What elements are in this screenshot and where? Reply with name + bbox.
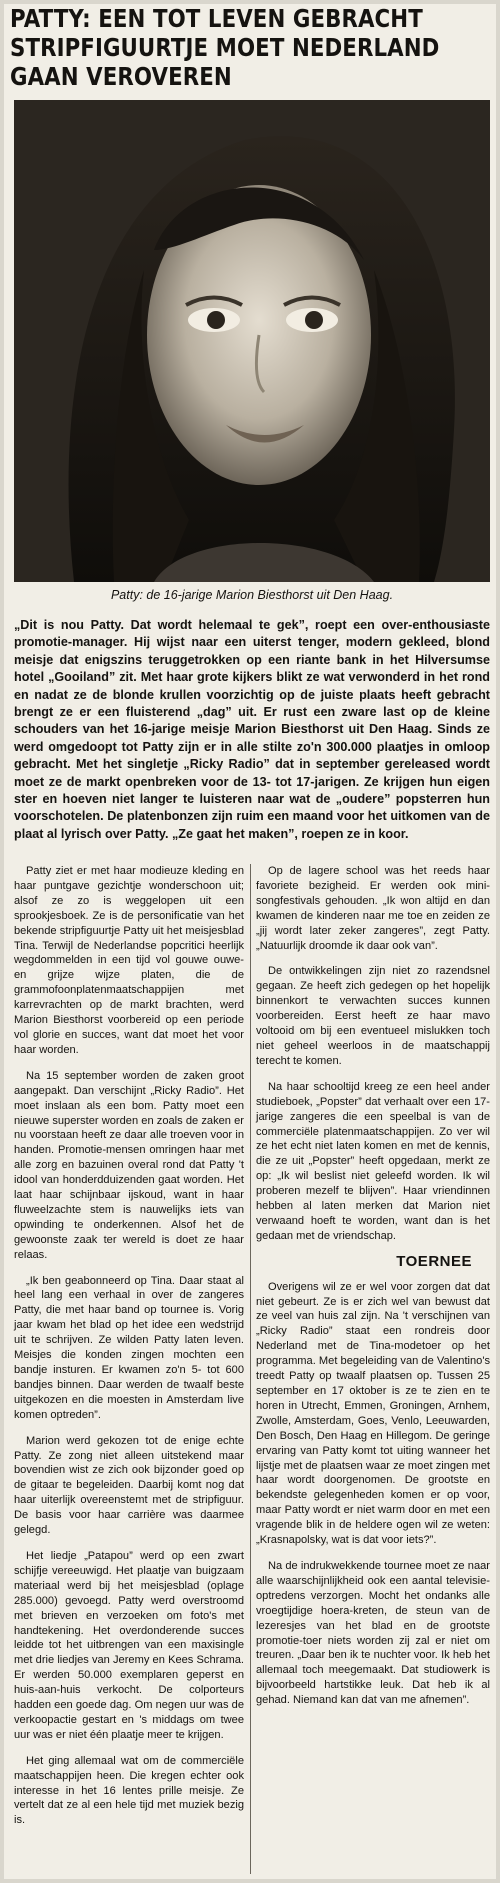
- body-paragraph: De ontwikkelingen zijn niet zo razendsnel gegaan. Ze heeft zich gedegen op het hopelijk binnenkort te verwachten succes kunnen voorbereiden. Eerst heeft ze haar mavo voltooid om bij een eventueel mislukken toch niet geheel weerloos in de maatschappij terecht te komen.: [256, 965, 490, 1067]
- body-paragraph: Op de lagere school was het reeds haar favoriete bezigheid. Er werden ook mini-songfestivals gehouden. „Ik won altijd en dan kwamen de kinderen naar me toe en zeiden ze „jij wordt later zeker zangeres”, zegt Patty. „Natuurlijk droomde ik daar ook van”.: [256, 865, 490, 952]
- body-paragraph: Het liedje „Patapou” werd op een zwart schijfje vereeuwigd. Het plaatje van buigzaam materiaal werd bij het meisjesblad (oplage 285.000) gevoegd. Patty werd overstroomd met brieven en verzoeken om foto's met handtekening. Het overdonderende succes leidde tot het uitbrengen van een maxisingle met drie liedjes van Jeremy en Kees Schrama. Er werden 50.000 exemplaren geperst en huis-aan-huis verkocht. De colporteurs hadden een goede dag. Om negen uur was de verkoopactie gestart en 's middags om twee uur was er niet één plaatje meer te krijgen.: [14, 1549, 244, 1741]
- body-paragraph: Na de indrukwekkende tournee moet ze naar alle waarschijnlijkheid ook een aantal televisie-optredens verzorgen. Mocht het ondanks alle vroegtijdige hoera-kreten, de steun van de lezeresjes van het blad en de grootste promotie-toer niets worden zij zal er niet om treuren. „Daar ben ik te nuchter voor. Ik heb het allemaal toch meegemaakt. Dat studiowerk is bijvoorbeeld hartstikke leuk. Dat heb ik al gehad. Niemand kan dat van me afnemen”.: [256, 1559, 490, 1707]
- portrait-illustration: [14, 100, 490, 582]
- column-divider: [250, 864, 251, 1874]
- body-paragraph: Na haar schooltijd kreeg ze een heel ander studieboek, „Popster” dat verhaalt over een 17-jarige zangeres die een speelbal is van de commerciële platenmaatschappijen. Zo ver wil ze het echt niet laten komen en met de kennis, die ze uit „Popster” heeft opgedaan, merkt ze op: „Ik wil beslist niet geleefd worden. Ik wil proberen mezelf te blijven”. Haar vriendinnen hebben al laten merken dat Marion niet verwaand hoeft te worden, want dan is het gedaan met de vriendschap.: [256, 1080, 490, 1242]
- right-column: [256, 864, 490, 1719]
- portrait-photo: [14, 100, 490, 582]
- body-paragraph: Na 15 september worden de zaken groot aangepakt. Dan verschijnt „Ricky Radio”. Het moet inslaan als een bom. Patty moet een nieuwe superster worden en zoals de zaken er nu voorstaan heeft ze daar alle troeven voor in handen. Promotie-mensen omringen haar met alle zorg en bazuinen overal rond dat Patty 't idool van honderdduizenden gaat worden. Het laat haar schijnbaar ijskoud, want in haar fluweelzachte stem is nauwelijks iets van opwinding te onderkennen. Alsof het de gewoonste zaak ter wereld is doet ze haar relaas.: [14, 1069, 244, 1261]
- section-subheading: TOERNEE: [396, 1252, 472, 1270]
- body-paragraph: Overigens wil ze er wel voor zorgen dat dat niet gebeurt. Ze is er zich wel van bewust dat ze veel van huis zal zijn. Na 't verschijnen van „Ricky Radio” staat een rondreis door Nederland met de Tina-modetoer op het programma. Met begeleiding van de Valentino's treedt Patty op twaalf plaatsen op. Tussen 25 september en 17 oktober is ze te zien en te horen in Utrecht, Emmen, Groningen, Arnhem, Zwolle, Amsterdam, Goes, Venlo, Leeuwarden, Den Bosch, Den Haag en Hillegom. De geringe ervaring van Patty komt tot uiting wanneer het lijstje met de plaatsen waar ze moet zingen met haar wordt doorgenomen. De grootste en bekendste gelegenheden komen er op voor, maar Patty wordt er niet warm door en met een vragende blik in de heldere ogen wil ze weten: „Krasnapolsky, wat is dat voor iets?”.: [256, 1280, 490, 1547]
- lead-paragraph: „Dit is nou Patty. Dat wordt helemaal te gek”, roept een over-enthousiaste promotie-manager. Hij wijst naar een uiterst tenger, modern gekleed, blond meisje dat enigszins teruggetrokken op een riante bank in het Hilversumse hotel „Gooiland” zit. Met haar grote kijkers blikt ze wat verwonderd in het rond en nadat ze de blonde krullen voorzichtig op de juiste plaats heeft gebracht brengt ze er een fluisterend „dag” uit. Er rust een zware last op de kleine schouders van het 16-jarige meisje Marion Biesthorst uit Den Haag. Sinds ze werd omgedoopt tot Patty zijn er in alle stilte zo'n 300.000 plaatjes in omloop gebracht. Met het singletje „Ricky Radio” dat in september gereleased wordt moet ze de markt openbreken voor de 13- tot 17-jarigen. Ze krijgen hun eigen ster en hoeven niet langer te luisteren naar wat de „oudere” popsterren hun voorschotelen. De platenbonzen zijn ruim een maand voor het uitkomen van de plaat al lyrisch over Patty. „Ze gaat het maken”, roepen ze in koor.: [14, 618, 490, 841]
- left-column: [14, 864, 244, 1839]
- photo-caption: Patty: de 16-jarige Marion Biesthorst uit Den Haag.: [110, 588, 394, 602]
- article-headline: PATTY: EEN TOT LEVEN GEBRACHT STRIPFIGUURTJE MOET NEDERLAND GAAN VEROVEREN: [10, 4, 440, 91]
- newspaper-clipping: [4, 4, 496, 1879]
- body-paragraph: „Ik ben geabonneerd op Tina. Daar staat al heel lang een verhaal in over de zangeres Patty, die met haar band op tournee is. Vorig jaar kwam het blad op het idee een wedstrijd uit te schrijven. Ze wilden Patty laten leven. Meisjes die konden zingen mochten een bandje insturen. Er kwamen zo'n 5- tot 600 bandjes binnen. Daar werden de twaalf beste uitgekozen en die moesten in Amsterdam live komen optreden”.: [14, 1274, 244, 1421]
- body-paragraph: Patty ziet er met haar modieuze kleding en haar puntgave gezichtje wonderschoon uit; alsof ze zo is weggelopen uit een sprookjesboek. Ze is de personificatie van het bekende stripfiguurtje Patty uit het meisjesblad Tina. Terwijl de Nederlandse popcritici heerlijk wegdommelden in een tijd vol gouwe ouwe- en grijze wijze platen, die de grammofoonplatenmaatschappijen met karrevrachten op de markt brachten, werd Marion Biesthorst voorbereid op een periode vol glorie en succes, want dat moet het voor haar worden.: [14, 865, 244, 1056]
- body-paragraph: Marion werd gekozen tot de enige echte Patty. Ze zong niet alleen uitstekend maar bovendien wist ze zich ook bijzonder goed op de gitaar te begeleiden. Daarbij komt nog dat haar uiterlijk overeenstemt met de stripfiguur. De basis voor haar carrière was daarmee gelegd.: [14, 1434, 244, 1537]
- body-paragraph: Het ging allemaal wat om de commerciële maatschappijen heen. Die kregen echter ook interesse in het 16 lentes prille meisje. Ze vertelt dat ze al een hele tijd met muziek bezig is.: [14, 1754, 244, 1827]
